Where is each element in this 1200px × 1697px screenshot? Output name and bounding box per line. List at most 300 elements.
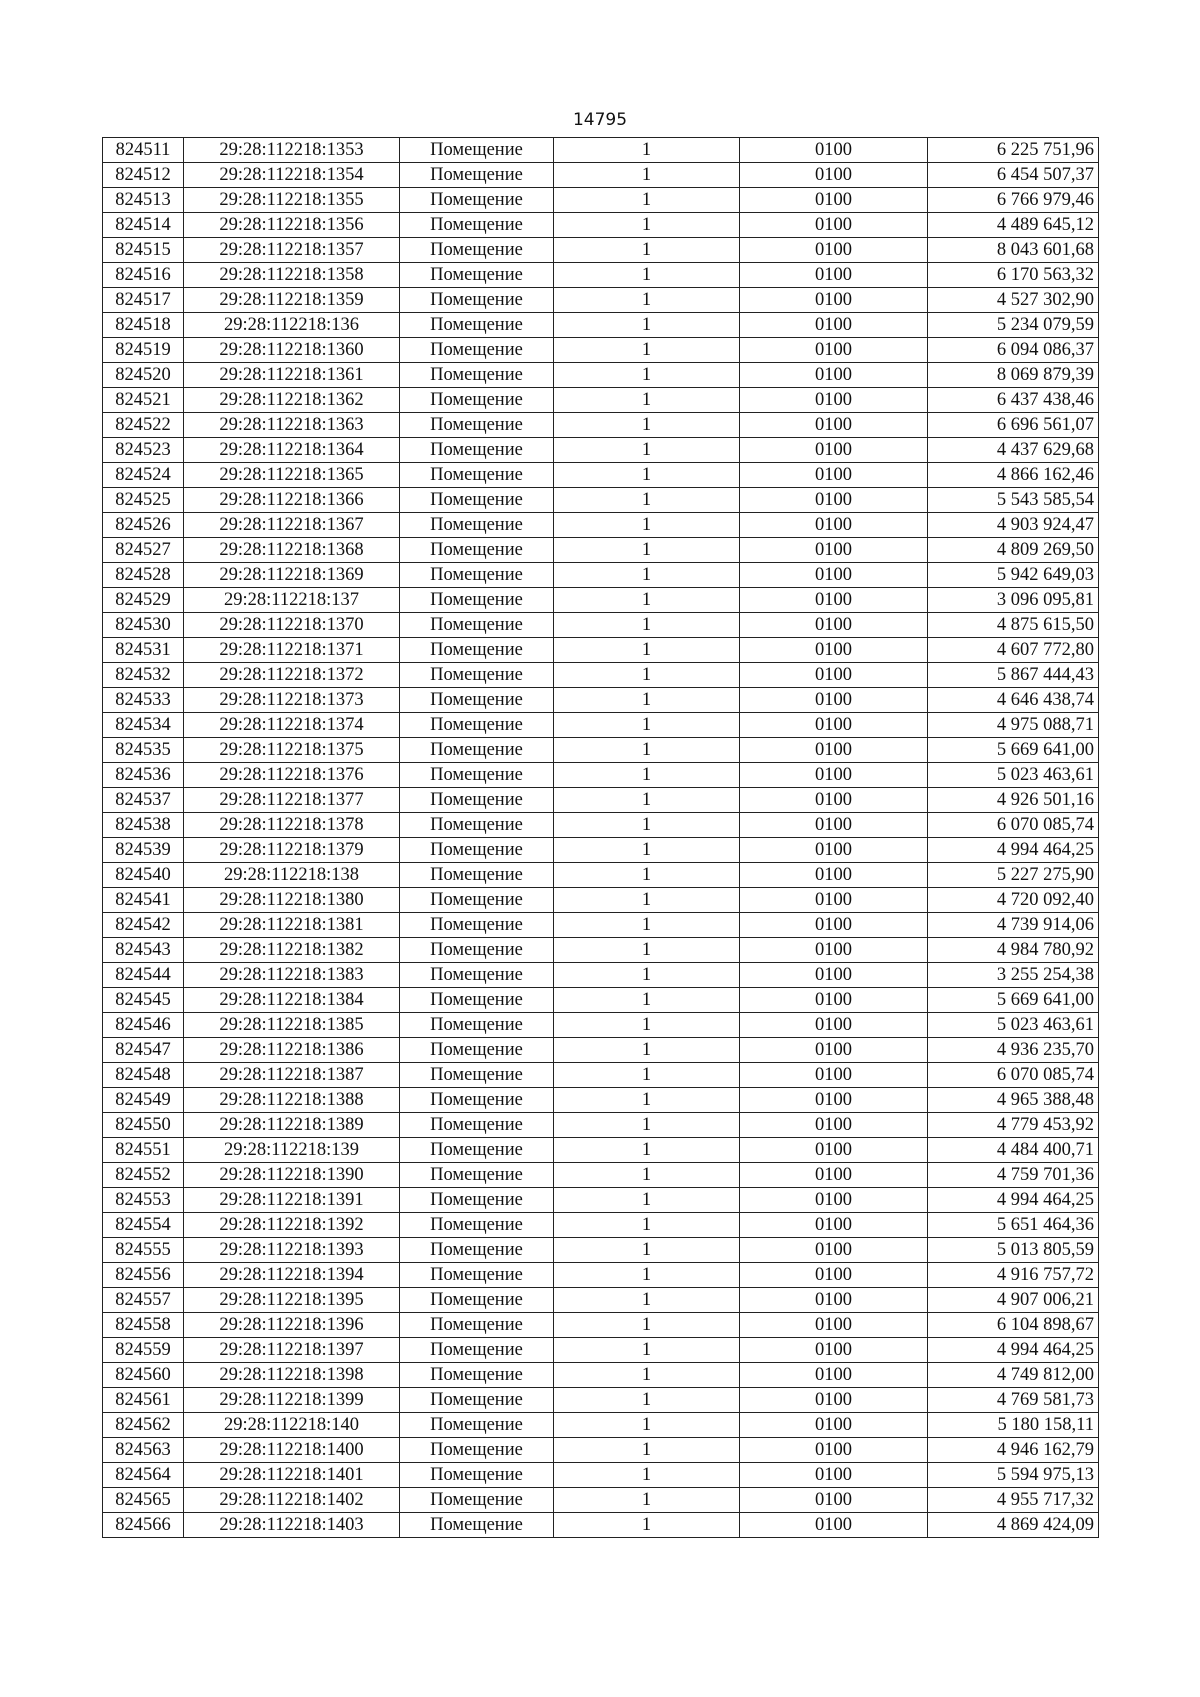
cadastral-value-cell: 6 437 438,46 [928, 388, 1099, 413]
object-type-cell: Помещение [400, 363, 554, 388]
cadastral-number-cell: 29:28:112218:1368 [184, 538, 400, 563]
cadastral-value-cell: 4 994 464,25 [928, 1188, 1099, 1213]
cadastral-value-cell: 3 255 254,38 [928, 963, 1099, 988]
object-type-cell: Помещение [400, 1113, 554, 1138]
code-cell: 0100 [740, 538, 928, 563]
cadastral-number-cell: 29:28:112218:1380 [184, 888, 400, 913]
cadastral-number-cell: 29:28:112218:1361 [184, 363, 400, 388]
object-type-cell: Помещение [400, 1063, 554, 1088]
cadastral-number-cell: 29:28:112218:1394 [184, 1263, 400, 1288]
object-type-cell: Помещение [400, 688, 554, 713]
count-cell: 1 [554, 1488, 740, 1513]
object-type-cell: Помещение [400, 563, 554, 588]
cadastral-value-cell: 4 875 615,50 [928, 613, 1099, 638]
cadastral-number-cell: 29:28:112218:1371 [184, 638, 400, 663]
row-id-cell: 824542 [103, 913, 184, 938]
code-cell: 0100 [740, 788, 928, 813]
object-type-cell: Помещение [400, 313, 554, 338]
row-id-cell: 824562 [103, 1413, 184, 1438]
cadastral-number-cell: 29:28:112218:1364 [184, 438, 400, 463]
cadastral-value-cell: 4 527 302,90 [928, 288, 1099, 313]
code-cell: 0100 [740, 1338, 928, 1363]
object-type-cell: Помещение [400, 1213, 554, 1238]
registry-table-body [103, 138, 1099, 1538]
code-cell: 0100 [740, 338, 928, 363]
table-row [103, 1063, 1099, 1088]
row-id-cell: 824514 [103, 213, 184, 238]
cadastral-value-cell: 4 866 162,46 [928, 463, 1099, 488]
count-cell: 1 [554, 1513, 740, 1538]
cadastral-number-cell: 29:28:112218:1365 [184, 463, 400, 488]
cadastral-value-cell: 4 607 772,80 [928, 638, 1099, 663]
count-cell: 1 [554, 263, 740, 288]
cadastral-number-cell: 29:28:112218:1392 [184, 1213, 400, 1238]
row-id-cell: 824552 [103, 1163, 184, 1188]
object-type-cell: Помещение [400, 488, 554, 513]
table-row [103, 538, 1099, 563]
object-type-cell: Помещение [400, 1438, 554, 1463]
cadastral-number-cell: 29:28:112218:1376 [184, 763, 400, 788]
object-type-cell: Помещение [400, 1313, 554, 1338]
table-row [103, 438, 1099, 463]
count-cell: 1 [554, 238, 740, 263]
cadastral-number-cell: 29:28:112218:1403 [184, 1513, 400, 1538]
cadastral-value-cell: 6 070 085,74 [928, 813, 1099, 838]
cadastral-value-cell: 4 769 581,73 [928, 1388, 1099, 1413]
code-cell: 0100 [740, 1238, 928, 1263]
object-type-cell: Помещение [400, 813, 554, 838]
row-id-cell: 824549 [103, 1088, 184, 1113]
cadastral-number-cell: 29:28:112218:1381 [184, 913, 400, 938]
cadastral-value-cell: 3 096 095,81 [928, 588, 1099, 613]
row-id-cell: 824528 [103, 563, 184, 588]
count-cell: 1 [554, 188, 740, 213]
count-cell: 1 [554, 463, 740, 488]
code-cell: 0100 [740, 913, 928, 938]
code-cell: 0100 [740, 1113, 928, 1138]
table-row [103, 363, 1099, 388]
cadastral-value-cell: 5 942 649,03 [928, 563, 1099, 588]
row-id-cell: 824545 [103, 988, 184, 1013]
code-cell: 0100 [740, 1388, 928, 1413]
cadastral-number-cell: 29:28:112218:1355 [184, 188, 400, 213]
cadastral-number-cell: 29:28:112218:1386 [184, 1038, 400, 1063]
object-type-cell: Помещение [400, 1163, 554, 1188]
cadastral-number-cell: 29:28:112218:1393 [184, 1238, 400, 1263]
cadastral-value-cell: 4 926 501,16 [928, 788, 1099, 813]
count-cell: 1 [554, 1113, 740, 1138]
object-type-cell: Помещение [400, 1363, 554, 1388]
table-row [103, 588, 1099, 613]
code-cell: 0100 [740, 438, 928, 463]
object-type-cell: Помещение [400, 1013, 554, 1038]
count-cell: 1 [554, 938, 740, 963]
code-cell: 0100 [740, 388, 928, 413]
count-cell: 1 [554, 813, 740, 838]
table-row [103, 1038, 1099, 1063]
code-cell: 0100 [740, 888, 928, 913]
object-type-cell: Помещение [400, 538, 554, 563]
row-id-cell: 824551 [103, 1138, 184, 1163]
table-row [103, 1238, 1099, 1263]
cadastral-number-cell: 29:28:112218:1399 [184, 1388, 400, 1413]
count-cell: 1 [554, 538, 740, 563]
object-type-cell: Помещение [400, 1388, 554, 1413]
cadastral-value-cell: 6 104 898,67 [928, 1313, 1099, 1338]
object-type-cell: Помещение [400, 738, 554, 763]
count-cell: 1 [554, 163, 740, 188]
object-type-cell: Помещение [400, 288, 554, 313]
count-cell: 1 [554, 213, 740, 238]
count-cell: 1 [554, 1388, 740, 1413]
count-cell: 1 [554, 1088, 740, 1113]
count-cell: 1 [554, 663, 740, 688]
row-id-cell: 824561 [103, 1388, 184, 1413]
code-cell: 0100 [740, 988, 928, 1013]
count-cell: 1 [554, 563, 740, 588]
cadastral-value-cell: 4 809 269,50 [928, 538, 1099, 563]
row-id-cell: 824513 [103, 188, 184, 213]
cadastral-number-cell: 29:28:112218:1367 [184, 513, 400, 538]
cadastral-value-cell: 5 023 463,61 [928, 763, 1099, 788]
cadastral-value-cell: 5 543 585,54 [928, 488, 1099, 513]
count-cell: 1 [554, 788, 740, 813]
cadastral-number-cell: 29:28:112218:138 [184, 863, 400, 888]
cadastral-value-cell: 4 984 780,92 [928, 938, 1099, 963]
cadastral-value-cell: 4 975 088,71 [928, 713, 1099, 738]
object-type-cell: Помещение [400, 238, 554, 263]
count-cell: 1 [554, 913, 740, 938]
code-cell: 0100 [740, 1088, 928, 1113]
row-id-cell: 824556 [103, 1263, 184, 1288]
count-cell: 1 [554, 1138, 740, 1163]
code-cell: 0100 [740, 763, 928, 788]
table-row [103, 138, 1099, 163]
cadastral-number-cell: 29:28:112218:1374 [184, 713, 400, 738]
code-cell: 0100 [740, 738, 928, 763]
code-cell: 0100 [740, 1438, 928, 1463]
row-id-cell: 824533 [103, 688, 184, 713]
table-row [103, 1513, 1099, 1538]
table-row [103, 388, 1099, 413]
code-cell: 0100 [740, 413, 928, 438]
object-type-cell: Помещение [400, 638, 554, 663]
cadastral-number-cell: 29:28:112218:1383 [184, 963, 400, 988]
code-cell: 0100 [740, 488, 928, 513]
cadastral-value-cell: 4 489 645,12 [928, 213, 1099, 238]
row-id-cell: 824523 [103, 438, 184, 463]
cadastral-value-cell: 4 720 092,40 [928, 888, 1099, 913]
cadastral-value-cell: 4 907 006,21 [928, 1288, 1099, 1313]
table-row [103, 863, 1099, 888]
table-row [103, 1388, 1099, 1413]
row-id-cell: 824534 [103, 713, 184, 738]
cadastral-number-cell: 29:28:112218:1366 [184, 488, 400, 513]
code-cell: 0100 [740, 938, 928, 963]
count-cell: 1 [554, 738, 740, 763]
object-type-cell: Помещение [400, 1188, 554, 1213]
row-id-cell: 824526 [103, 513, 184, 538]
row-id-cell: 824543 [103, 938, 184, 963]
cadastral-number-cell: 29:28:112218:1389 [184, 1113, 400, 1138]
cadastral-value-cell: 4 779 453,92 [928, 1113, 1099, 1138]
table-row [103, 788, 1099, 813]
table-row [103, 1213, 1099, 1238]
cadastral-number-cell: 29:28:112218:140 [184, 1413, 400, 1438]
table-row [103, 838, 1099, 863]
code-cell: 0100 [740, 288, 928, 313]
row-id-cell: 824522 [103, 413, 184, 438]
count-cell: 1 [554, 488, 740, 513]
cadastral-value-cell: 6 070 085,74 [928, 1063, 1099, 1088]
count-cell: 1 [554, 1413, 740, 1438]
code-cell: 0100 [740, 1488, 928, 1513]
object-type-cell: Помещение [400, 263, 554, 288]
code-cell: 0100 [740, 688, 928, 713]
count-cell: 1 [554, 1313, 740, 1338]
code-cell: 0100 [740, 1263, 928, 1288]
count-cell: 1 [554, 863, 740, 888]
row-id-cell: 824527 [103, 538, 184, 563]
count-cell: 1 [554, 1038, 740, 1063]
object-type-cell: Помещение [400, 1288, 554, 1313]
table-row [103, 613, 1099, 638]
cadastral-number-cell: 29:28:112218:1373 [184, 688, 400, 713]
cadastral-value-cell: 6 094 086,37 [928, 338, 1099, 363]
cadastral-value-cell: 5 227 275,90 [928, 863, 1099, 888]
cadastral-value-cell: 4 994 464,25 [928, 838, 1099, 863]
row-id-cell: 824524 [103, 463, 184, 488]
row-id-cell: 824516 [103, 263, 184, 288]
row-id-cell: 824539 [103, 838, 184, 863]
cadastral-value-cell: 5 234 079,59 [928, 313, 1099, 338]
table-row [103, 463, 1099, 488]
cadastral-value-cell: 5 594 975,13 [928, 1463, 1099, 1488]
table-row [103, 513, 1099, 538]
row-id-cell: 824559 [103, 1338, 184, 1363]
object-type-cell: Помещение [400, 938, 554, 963]
registry-table [102, 137, 1099, 1538]
code-cell: 0100 [740, 1138, 928, 1163]
cadastral-number-cell: 29:28:112218:1402 [184, 1488, 400, 1513]
row-id-cell: 824557 [103, 1288, 184, 1313]
row-id-cell: 824553 [103, 1188, 184, 1213]
row-id-cell: 824541 [103, 888, 184, 913]
cadastral-number-cell: 29:28:112218:1400 [184, 1438, 400, 1463]
table-row [103, 888, 1099, 913]
object-type-cell: Помещение [400, 138, 554, 163]
count-cell: 1 [554, 413, 740, 438]
object-type-cell: Помещение [400, 188, 554, 213]
cadastral-value-cell: 4 936 235,70 [928, 1038, 1099, 1063]
table-row [103, 763, 1099, 788]
cadastral-number-cell: 29:28:112218:1398 [184, 1363, 400, 1388]
count-cell: 1 [554, 313, 740, 338]
cadastral-number-cell: 29:28:112218:136 [184, 313, 400, 338]
code-cell: 0100 [740, 838, 928, 863]
table-row [103, 313, 1099, 338]
table-row [103, 1288, 1099, 1313]
code-cell: 0100 [740, 1513, 928, 1538]
count-cell: 1 [554, 713, 740, 738]
table-row [103, 688, 1099, 713]
cadastral-number-cell: 29:28:112218:1375 [184, 738, 400, 763]
code-cell: 0100 [740, 1313, 928, 1338]
table-row [103, 238, 1099, 263]
code-cell: 0100 [740, 663, 928, 688]
table-row [103, 563, 1099, 588]
count-cell: 1 [554, 388, 740, 413]
count-cell: 1 [554, 838, 740, 863]
code-cell: 0100 [740, 513, 928, 538]
count-cell: 1 [554, 1063, 740, 1088]
cadastral-number-cell: 29:28:112218:1379 [184, 838, 400, 863]
count-cell: 1 [554, 338, 740, 363]
cadastral-value-cell: 6 454 507,37 [928, 163, 1099, 188]
cadastral-value-cell: 4 484 400,71 [928, 1138, 1099, 1163]
cadastral-number-cell: 29:28:112218:137 [184, 588, 400, 613]
code-cell: 0100 [740, 1213, 928, 1238]
table-row [103, 663, 1099, 688]
count-cell: 1 [554, 638, 740, 663]
row-id-cell: 824531 [103, 638, 184, 663]
table-row [103, 813, 1099, 838]
row-id-cell: 824515 [103, 238, 184, 263]
row-id-cell: 824546 [103, 1013, 184, 1038]
table-row [103, 288, 1099, 313]
object-type-cell: Помещение [400, 1238, 554, 1263]
cadastral-value-cell: 4 869 424,09 [928, 1513, 1099, 1538]
cadastral-number-cell: 29:28:112218:1357 [184, 238, 400, 263]
count-cell: 1 [554, 988, 740, 1013]
page-number: 14795 [572, 110, 628, 130]
code-cell: 0100 [740, 563, 928, 588]
cadastral-number-cell: 29:28:112218:1401 [184, 1463, 400, 1488]
cadastral-value-cell: 4 994 464,25 [928, 1338, 1099, 1363]
object-type-cell: Помещение [400, 388, 554, 413]
object-type-cell: Помещение [400, 1338, 554, 1363]
code-cell: 0100 [740, 813, 928, 838]
code-cell: 0100 [740, 588, 928, 613]
cadastral-number-cell: 29:28:112218:1363 [184, 413, 400, 438]
row-id-cell: 824540 [103, 863, 184, 888]
code-cell: 0100 [740, 1163, 928, 1188]
count-cell: 1 [554, 963, 740, 988]
object-type-cell: Помещение [400, 1413, 554, 1438]
cadastral-value-cell: 5 023 463,61 [928, 1013, 1099, 1038]
cadastral-number-cell: 29:28:112218:1396 [184, 1313, 400, 1338]
table-row [103, 1138, 1099, 1163]
count-cell: 1 [554, 1463, 740, 1488]
row-id-cell: 824535 [103, 738, 184, 763]
table-row [103, 738, 1099, 763]
object-type-cell: Помещение [400, 213, 554, 238]
cadastral-number-cell: 29:28:112218:1353 [184, 138, 400, 163]
object-type-cell: Помещение [400, 613, 554, 638]
count-cell: 1 [554, 1213, 740, 1238]
cadastral-number-cell: 29:28:112218:1385 [184, 1013, 400, 1038]
object-type-cell: Помещение [400, 788, 554, 813]
row-id-cell: 824564 [103, 1463, 184, 1488]
table-row [103, 913, 1099, 938]
row-id-cell: 824532 [103, 663, 184, 688]
code-cell: 0100 [740, 1188, 928, 1213]
table-row [103, 263, 1099, 288]
object-type-cell: Помещение [400, 988, 554, 1013]
count-cell: 1 [554, 1338, 740, 1363]
object-type-cell: Помещение [400, 913, 554, 938]
cadastral-value-cell: 5 651 464,36 [928, 1213, 1099, 1238]
code-cell: 0100 [740, 963, 928, 988]
count-cell: 1 [554, 1013, 740, 1038]
row-id-cell: 824547 [103, 1038, 184, 1063]
code-cell: 0100 [740, 1363, 928, 1388]
table-row [103, 163, 1099, 188]
code-cell: 0100 [740, 713, 928, 738]
count-cell: 1 [554, 688, 740, 713]
cadastral-value-cell: 5 013 805,59 [928, 1238, 1099, 1263]
object-type-cell: Помещение [400, 588, 554, 613]
cadastral-value-cell: 8 069 879,39 [928, 363, 1099, 388]
row-id-cell: 824538 [103, 813, 184, 838]
object-type-cell: Помещение [400, 838, 554, 863]
row-id-cell: 824520 [103, 363, 184, 388]
object-type-cell: Помещение [400, 1513, 554, 1538]
row-id-cell: 824511 [103, 138, 184, 163]
row-id-cell: 824550 [103, 1113, 184, 1138]
cadastral-number-cell: 29:28:112218:1370 [184, 613, 400, 638]
table-row [103, 1438, 1099, 1463]
count-cell: 1 [554, 513, 740, 538]
cadastral-value-cell: 8 043 601,68 [928, 238, 1099, 263]
row-id-cell: 824525 [103, 488, 184, 513]
code-cell: 0100 [740, 213, 928, 238]
row-id-cell: 824536 [103, 763, 184, 788]
object-type-cell: Помещение [400, 463, 554, 488]
cadastral-value-cell: 4 903 924,47 [928, 513, 1099, 538]
cadastral-value-cell: 4 965 388,48 [928, 1088, 1099, 1113]
code-cell: 0100 [740, 263, 928, 288]
object-type-cell: Помещение [400, 1138, 554, 1163]
object-type-cell: Помещение [400, 1263, 554, 1288]
cadastral-value-cell: 5 669 641,00 [928, 738, 1099, 763]
cadastral-number-cell: 29:28:112218:1391 [184, 1188, 400, 1213]
table-row [103, 1088, 1099, 1113]
row-id-cell: 824519 [103, 338, 184, 363]
count-cell: 1 [554, 588, 740, 613]
count-cell: 1 [554, 138, 740, 163]
count-cell: 1 [554, 288, 740, 313]
count-cell: 1 [554, 888, 740, 913]
count-cell: 1 [554, 1188, 740, 1213]
object-type-cell: Помещение [400, 713, 554, 738]
row-id-cell: 824566 [103, 1513, 184, 1538]
cadastral-number-cell: 29:28:112218:1390 [184, 1163, 400, 1188]
row-id-cell: 824560 [103, 1363, 184, 1388]
table-row [103, 1188, 1099, 1213]
code-cell: 0100 [740, 238, 928, 263]
object-type-cell: Помещение [400, 338, 554, 363]
cadastral-number-cell: 29:28:112218:1378 [184, 813, 400, 838]
cadastral-number-cell: 29:28:112218:1384 [184, 988, 400, 1013]
table-row [103, 188, 1099, 213]
cadastral-number-cell: 29:28:112218:139 [184, 1138, 400, 1163]
row-id-cell: 824521 [103, 388, 184, 413]
count-cell: 1 [554, 1288, 740, 1313]
object-type-cell: Помещение [400, 763, 554, 788]
code-cell: 0100 [740, 188, 928, 213]
cadastral-number-cell: 29:28:112218:1360 [184, 338, 400, 363]
